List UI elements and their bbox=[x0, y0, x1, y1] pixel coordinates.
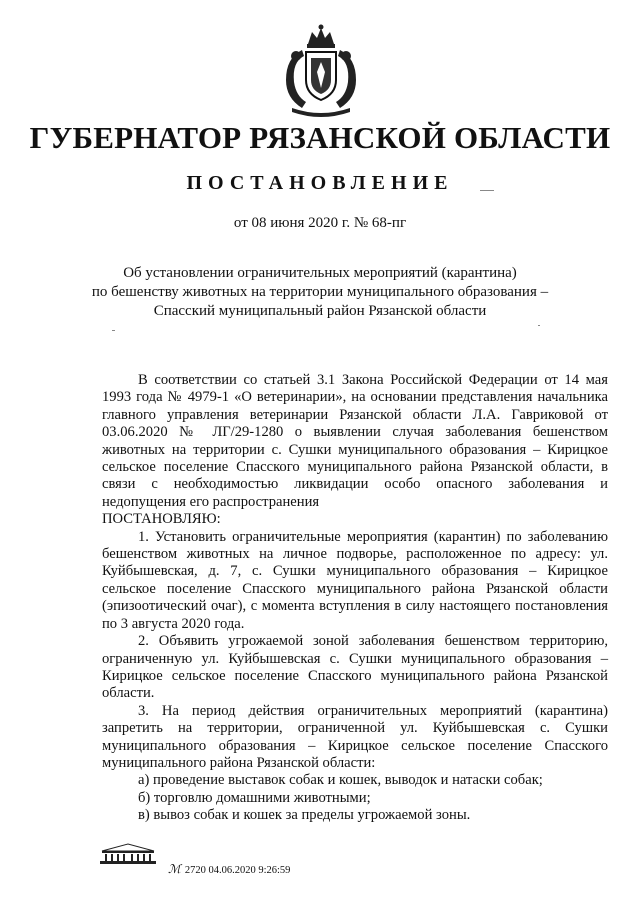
subpoint-b: б) торговлю домашними животными; bbox=[138, 789, 371, 806]
signature-mark: ℳ bbox=[168, 862, 181, 876]
document-type: ПОСТАНОВЛЕНИЕ bbox=[186, 172, 454, 194]
document-body bbox=[102, 372, 608, 825]
preamble-paragraph: В соответствии со статьей 3.1 Закона Российской Федерации от 14 мая 1993 года № 4979-1 «О ветеринарии», на основании представления начальника главного управления ветеринарии Рязанской области Л.А. Гавриковой от 03.06.2020 № ЛГ/29-1280 о выявлении случая заболевания бешенством животных на территории с. Сушки муниципального образования – Кирицкое сельское поселение Спасского муниципального района Рязанской области, в связи с необходимостью ликвидации особо опасного заболевания и недопущения его распространения bbox=[102, 372, 608, 510]
title-line: по бешенству животных на территории муниципального образования – bbox=[91, 284, 549, 300]
scan-mark bbox=[480, 190, 494, 191]
building-stamp-icon bbox=[98, 842, 158, 866]
subpoint-c: в) вывоз собак и кошек за пределы угрожаемой зоны. bbox=[138, 807, 471, 824]
scan-mark bbox=[538, 325, 540, 326]
registration-mark bbox=[168, 862, 290, 877]
decree-word: ПОСТАНОВЛЯЮ: bbox=[102, 511, 221, 528]
title-line: Спасский муниципальный район Рязанской области bbox=[153, 303, 487, 319]
authority-heading: ГУБЕРНАТОР РЯЗАНСКОЙ ОБЛАСТИ bbox=[29, 120, 611, 155]
point-3: 3. На период действия ограничительных мероприятий (карантина) запретить на территории, ограниченной ул. Куйбышевская с. Сушки муниципального образования – Кирицкое сельское поселение Спасского муниципального района Рязанской области: bbox=[102, 702, 608, 771]
point-2: 2. Объявить угрожаемой зоной заболевания бешенством территорию, ограниченную ул. Куйбышевская с. Сушки муниципального образования – Кирицкое сельское поселение Спасского муниципального района Рязанской области. bbox=[102, 633, 608, 702]
subpoint-a: а) проведение выставок собак и кошек, выводок и натаски собак; bbox=[138, 772, 543, 789]
document-title bbox=[60, 264, 580, 321]
point-1: 1. Установить ограничительные мероприятия (карантин) по заболеванию бешенством животных на личное подворье, расположенное по адресу: ул. Куйбышевская, д. 7, с. Сушки муниципального образования – Кирицкое сельское поселение Спасского муниципального района Рязанской области (эпизоотический очаг), с момента вступления в силу настоящего постановления по 3 августа 2020 года. bbox=[102, 528, 608, 632]
scan-mark bbox=[112, 330, 115, 331]
registration-text: 2720 04.06.2020 9:26:59 bbox=[184, 865, 291, 876]
title-line: Об установлении ограничительных мероприятий (карантина) bbox=[123, 265, 517, 281]
document-date: от 08 июня 2020 г. № 68-пг bbox=[233, 215, 407, 231]
coat-of-arms-icon bbox=[276, 22, 366, 122]
